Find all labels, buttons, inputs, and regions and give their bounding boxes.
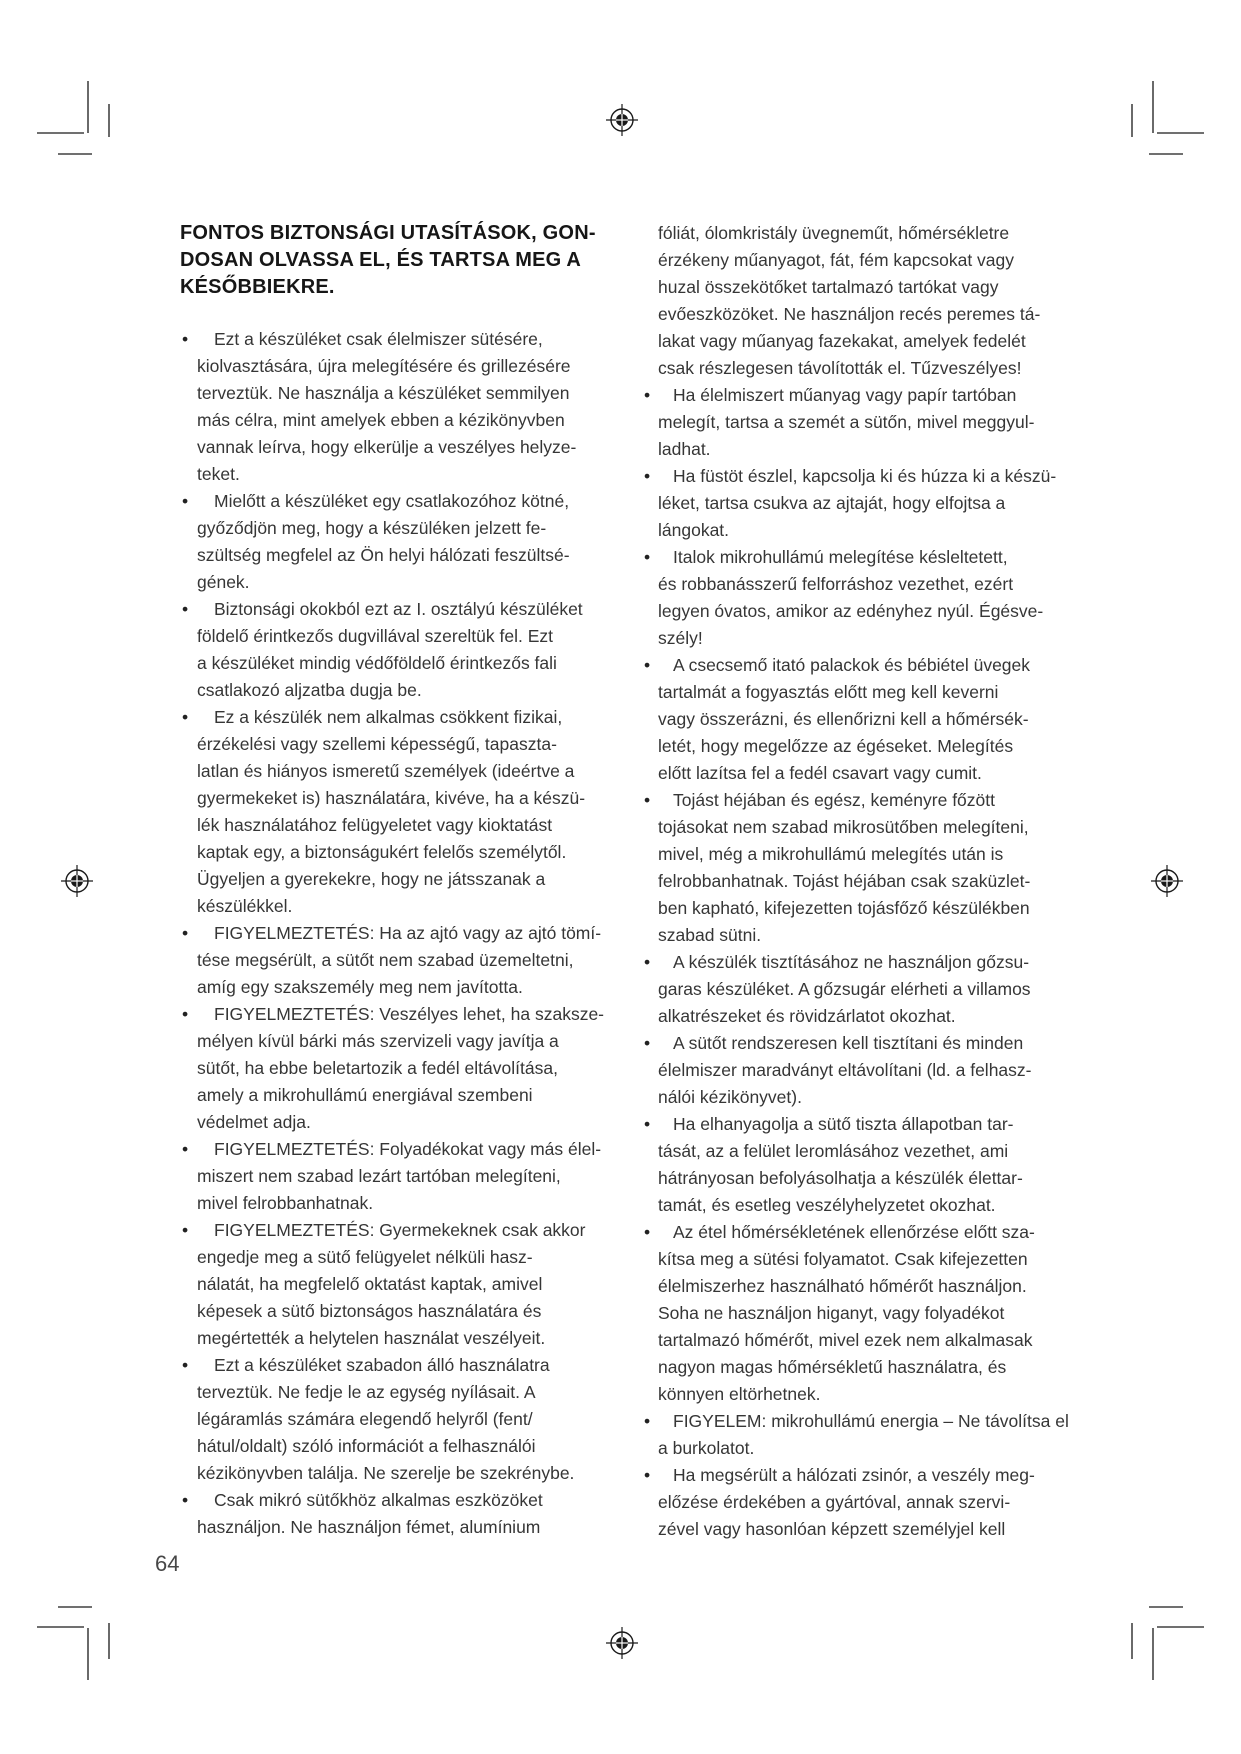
text-line: mélyen kívül bárki más szervizeli vagy javítja a (197, 1031, 559, 1051)
text-line: zével vagy hasonlóan képzett személyjel kell (658, 1519, 1006, 1539)
bullet-item (644, 652, 1074, 787)
bullet-item (182, 704, 608, 920)
text-line: A csecsemő itató palackok és bébiétel üvegek (673, 655, 1031, 675)
registration-mark-top-icon (606, 104, 638, 136)
text-line: csak részlegesen távolították el. Tűzveszélyes! (658, 358, 1022, 378)
text-line: képesek a sütő biztonságos használatára és (197, 1301, 542, 1321)
bullet-marker: • (182, 1004, 189, 1024)
bullet-item (182, 1487, 608, 1541)
text-line: Az étel hőmérsékletének ellenőrzése előtt sza- (673, 1222, 1035, 1242)
text-line: használjon. Ne használjon fémet, alumínium (197, 1517, 541, 1537)
bullet-marker: • (644, 1465, 651, 1485)
text-line: ben kapható, kifejezetten tojásfőző készülékben (658, 898, 1030, 918)
text-line: amíg egy szakszemély meg nem javította. (197, 977, 523, 997)
bullet-marker: • (182, 1490, 189, 1510)
text-line: szély! (658, 628, 703, 648)
text-line: szabad sütni. (658, 925, 762, 945)
text-line: nagyon magas hőmérsékletű használatra, és (658, 1357, 1007, 1377)
bullet-item (644, 1408, 1074, 1462)
bullet-item (182, 1217, 608, 1352)
text-line: Tojást héjában és egész, keményre főzött (673, 790, 995, 810)
text-line: terveztük. Ne használja a készüléket semmilyen (197, 383, 570, 403)
text-line: mivel felrobbanhatnak. (197, 1193, 374, 1213)
text-line: hátul/oldalt) szóló információt a felhasználói (197, 1436, 536, 1456)
text-line: mivel, még a mikrohullámú melegítés után is (658, 844, 1004, 864)
text-line: alkatrészeket és rövidzárlatot okozhat. (658, 1006, 956, 1026)
text-line: lakat vagy műanyag fazekakat, amelyek fedelét (658, 331, 1026, 351)
heading-line: KÉSŐBBIEKRE. (180, 276, 335, 298)
text-line: gének. (197, 572, 250, 592)
text-line: földelő érintkezős dugvillával szereltük fel. Ezt (197, 626, 554, 646)
bullet-marker: • (182, 1139, 189, 1159)
crop-mark-bottom-left (37, 1607, 109, 1680)
heading-line: DOSAN OLVASSA EL, ÉS TARTSA MEG A (180, 249, 582, 271)
text-line: és robbanásszerű felforráshoz vezethet, ezért (658, 574, 1014, 594)
bullet-item (644, 544, 1074, 652)
text-line: más célra, mint amelyek ebben a kézikönyvben (197, 410, 565, 430)
bullet-marker: • (644, 1114, 651, 1134)
registration-mark-bottom-icon (606, 1627, 638, 1659)
bullet-marker: • (644, 466, 651, 486)
text-line: lángokat. (658, 520, 730, 540)
text-line: érzékelési vagy szellemi képességű, tapaszta- (197, 734, 557, 754)
text-line: a készüléket mindig védőföldelő érintkezős fali (197, 653, 557, 673)
crop-mark-top-left (37, 81, 109, 154)
text-line: miszert nem szabad lezárt tartóban melegíteni, (197, 1166, 561, 1186)
bullet-item (182, 1001, 608, 1136)
text-line: terveztük. Ne fedje le az egység nyílásait. A (197, 1382, 536, 1402)
text-line: nálatát, ha megfelelő oktatást kaptak, amivel (197, 1274, 543, 1294)
text-line: tartalmazó hőmérőt, mivel ezek nem alkalmasak (658, 1330, 1033, 1350)
page-number: 64 (155, 1551, 180, 1576)
text-line: Ügyeljen a gyerekekre, hogy ne játsszanak a (197, 869, 546, 889)
text-line: kézikönyvben találja. Ne szerelje be szekrénybe. (197, 1463, 575, 1483)
text-line: szültség megfelel az Ön helyi hálózati feszültsé- (197, 545, 570, 565)
bullet-marker: • (182, 1220, 189, 1240)
text-line: fóliát, ólomkristály üvegneműt, hőmérsékletre (658, 223, 1010, 243)
text-line: könnyen eltörhetnek. (658, 1384, 821, 1404)
text-line: tását, az a felület leromlásához vezethet, ami (658, 1141, 1009, 1161)
text-line: engedje meg a sütő felügyelet nélküli hasz- (197, 1247, 533, 1267)
bullet-marker: • (182, 707, 189, 727)
bullet-item (644, 949, 1074, 1030)
text-line: sütőt, ha ebbe beletartozik a fedél eltávolítása, (197, 1058, 558, 1078)
text-line: Mielőtt a készüléket egy csatlakozóhoz kötné, (214, 491, 570, 511)
text-line: teket. (197, 464, 240, 484)
text-line: felrobbanhatnak. Tojást héjában csak szaküzlet- (658, 871, 1031, 891)
bullet-marker: • (182, 923, 189, 943)
text-line: melegít, tartsa a szemét a sütőn, mivel meggyul- (658, 412, 1035, 432)
text-line: élelmiszer maradványt eltávolítani (ld. a felhasz- (658, 1060, 1032, 1080)
text-line: győződjön meg, hogy a készüléken jelzett fe- (197, 518, 547, 538)
text-line: Italok mikrohullámú melegítése késleltetett, (673, 547, 1008, 567)
text-line: védelmet adja. (197, 1112, 311, 1132)
text-line: élelmiszerhez használható hőmérőt használjon. (658, 1276, 1027, 1296)
text-line: kítsa meg a sütési folyamatot. Csak kifejezetten (658, 1249, 1028, 1269)
text-line: Ezt a készüléket csak élelmiszer sütésére, (214, 329, 543, 349)
text-line: FIGYELMEZTETÉS: Veszélyes lehet, ha szaksze- (214, 1004, 604, 1024)
text-line: megértették a helytelen használat veszélyeit. (197, 1328, 546, 1348)
text-line: evőeszközöket. Ne használjon recés peremes tá- (658, 304, 1041, 324)
text-line: Ha élelmiszert műanyag vagy papír tartóban (673, 385, 1017, 405)
bullet-item (182, 326, 608, 488)
text-line: ladhat. (658, 439, 711, 459)
text-line: nálói kézikönyvet). (658, 1087, 802, 1107)
right-column (644, 220, 1074, 1543)
text-line: előtt lazítsa fel a fedél csavart vagy cumit. (658, 763, 982, 783)
bullet-marker: • (644, 385, 651, 405)
bullet-item (182, 1352, 608, 1487)
text-line: lék használatához felügyeletet vagy kioktatást (197, 815, 553, 835)
bullet-marker: • (182, 599, 189, 619)
bullet-marker: • (644, 952, 651, 972)
bullet-item (644, 1111, 1074, 1219)
text-line: csatlakozó aljzatba dugja be. (197, 680, 422, 700)
text-line: A készülék tisztításához ne használjon gőzsu- (673, 952, 1030, 972)
text-line: FIGYELEM: mikrohullámú energia – Ne távolítsa el (673, 1411, 1069, 1431)
registration-mark-right-icon (1151, 865, 1183, 897)
text-line: Soha ne használjon higanyt, vagy folyadékot (658, 1303, 1005, 1323)
text-line: Csak mikró sütőkhöz alkalmas eszközöket (214, 1490, 543, 1510)
text-line: előzése érdekében a gyártóval, annak szervi- (658, 1492, 1011, 1512)
text-line: tamát, és esetleg veszélyhelyzetet okozhat. (658, 1195, 996, 1215)
text-line: légáramlás számára elegendő helyről (fent/ (197, 1409, 533, 1429)
text-line: FIGYELMEZTETÉS: Ha az ajtó vagy az ajtó tömí- (214, 923, 602, 943)
bullet-item (182, 596, 608, 704)
text-line: latlan és hiányos ismeretű személyek (ideértve a (197, 761, 575, 781)
text-line: huzal összekötőket tartalmazó tartókat vagy (658, 277, 999, 297)
text-line: kiolvasztására, újra melegítésére és grillezésére (197, 356, 571, 376)
text-line: Ha megsérült a hálózati zsinór, a veszély meg- (673, 1465, 1035, 1485)
text-line: tartalmát a fogyasztás előtt meg kell keverni (658, 682, 999, 702)
bullet-marker: • (644, 547, 651, 567)
text-line: vannak leírva, hogy elkerülje a veszélyes helyze- (197, 437, 577, 457)
text-line: FIGYELMEZTETÉS: Gyermekeknek csak akkor (214, 1220, 586, 1240)
text-line: tése megsérült, a sütőt nem szabad üzemeltetni, (197, 950, 574, 970)
text-line: amely a mikrohullámú energiával szembeni (197, 1085, 533, 1105)
text-line: hátrányosan befolyásolhatja a készülék élettar- (658, 1168, 1023, 1188)
crop-mark-bottom-right (1132, 1607, 1204, 1680)
bullet-item (182, 488, 608, 596)
bullet-item (644, 787, 1074, 949)
text-line: tojásokat nem szabad mikrosütőben melegíteni, (658, 817, 1029, 837)
bullet-item (182, 920, 608, 1001)
heading-line: FONTOS BIZTONSÁGI UTASÍTÁSOK, GON- (180, 222, 596, 244)
bullet-item (644, 1462, 1074, 1543)
bullet-item (644, 463, 1074, 544)
text-line: Ezt a készüléket szabadon álló használatra (214, 1355, 550, 1375)
registration-mark-left-icon (61, 865, 93, 897)
text-line: készülékkel. (197, 896, 293, 916)
left-column (182, 326, 608, 1541)
bullet-item (644, 1030, 1074, 1111)
text-line: érzékeny műanyagot, fát, fém kapcsokat vagy (658, 250, 1015, 270)
bullet-marker: • (182, 1355, 189, 1375)
bullet-marker: • (644, 1033, 651, 1053)
bullet-marker: • (644, 1222, 651, 1242)
bullet-marker: • (644, 790, 651, 810)
continued-item (658, 220, 1074, 382)
text-line: garas készüléket. A gőzsugár elérheti a villamos (658, 979, 1031, 999)
bullet-marker: • (644, 1411, 651, 1431)
text-line: legyen óvatos, amikor az edényhez nyúl. Égésve- (658, 601, 1044, 621)
text-line: vagy összerázni, és ellenőrizni kell a hőmérsék- (658, 709, 1029, 729)
text-line: Biztonsági okokból ezt az I. osztályú készüléket (214, 599, 583, 619)
bullet-marker: • (182, 329, 189, 349)
crop-mark-top-right (1132, 81, 1204, 154)
text-line: kaptak egy, a biztonságukért felelős személytől. (197, 842, 567, 862)
text-line: Ha elhanyagolja a sütő tiszta állapotban tar- (673, 1114, 1014, 1134)
bullet-item (182, 1136, 608, 1217)
bullet-marker: • (182, 491, 189, 511)
safety-heading (180, 220, 610, 301)
text-line: A sütőt rendszeresen kell tisztítani és minden (673, 1033, 1024, 1053)
bullet-item (644, 1219, 1074, 1408)
text-line: Ez a készülék nem alkalmas csökkent fizikai, (214, 707, 563, 727)
text-line: a burkolatot. (658, 1438, 755, 1458)
text-line: Ha füstöt észlel, kapcsolja ki és húzza ki a készü- (673, 466, 1057, 486)
text-line: gyermekeket is) használatára, kivéve, ha a készü- (197, 788, 586, 808)
text-line: FIGYELMEZTETÉS: Folyadékokat vagy más élel- (214, 1139, 602, 1159)
bullet-marker: • (644, 655, 651, 675)
text-line: léket, tartsa csukva az ajtaját, hogy elfojtsa a (658, 493, 1006, 513)
bullet-item (644, 382, 1074, 463)
text-line: letét, hogy megelőzze az égéseket. Melegítés (658, 736, 1014, 756)
